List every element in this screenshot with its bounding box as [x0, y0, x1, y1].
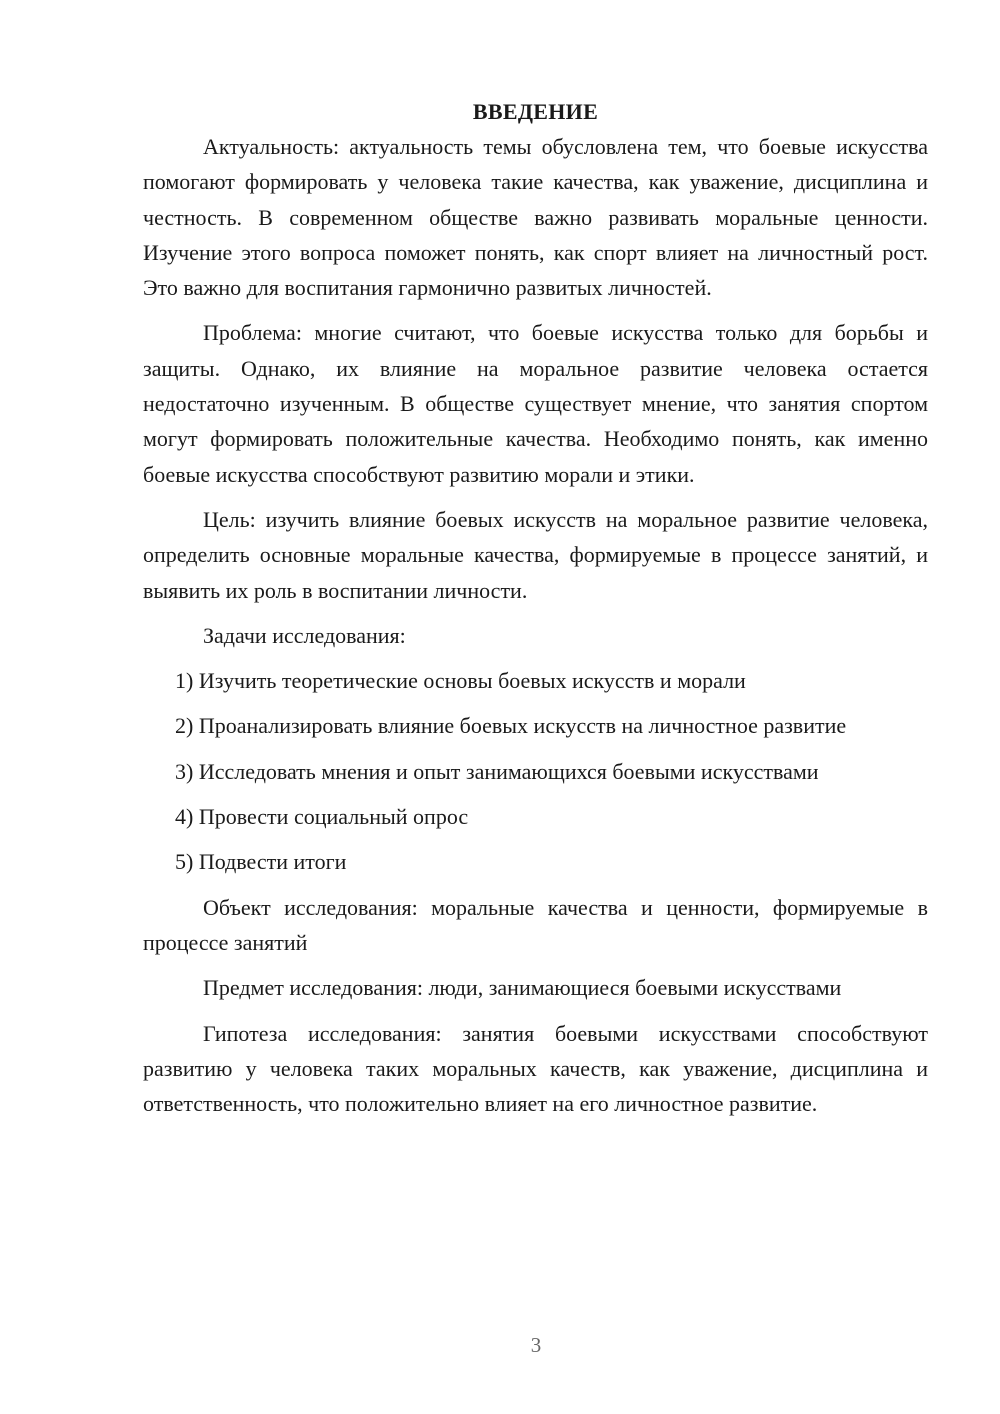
page-number: 3 [530, 1333, 542, 1357]
task-item: 1) Изучить теоретические основы боевых искусств и морали [175, 668, 746, 694]
task-item: 2) Проанализировать влияние боевых искусств на личностное развитие [175, 713, 847, 739]
goal-paragraph: Цель: изучить влияние боевых искусств на моральное развитие человека, определить основные моральные качества, формируемые в процессе занятий, и выявить их роль в воспитании личности. [143, 506, 928, 603]
tasks-heading: Задачи исследования: [203, 622, 406, 648]
object-paragraph: Объект исследования: моральные качества и ценности, формируемые в процессе занятий [143, 894, 928, 955]
task-item: 5) Подвести итоги [175, 849, 347, 875]
task-item: 3) Исследовать мнения и опыт занимающихся боевыми искусствами [175, 758, 819, 784]
subject-paragraph: Предмет исследования: люди, занимающиеся боевыми искусствами [203, 975, 842, 1001]
relevance-paragraph: Актуальность: актуальность темы обусловлена тем, что боевые искусства помогают формировать у человека такие качества, как уважение, дисциплина и честность. В современном обществе важно развивать моральные ценности. Изучение этого вопроса поможет понять, как спорт влияет на личностный рост. Это важно для воспитания гармонично развитых личностей. [143, 134, 928, 301]
task-item: 4) Провести социальный опрос [175, 804, 469, 830]
problem-paragraph: Проблема: многие считают, что боевые искусства только для борьбы и защиты. Однако, их влияние на моральное развитие человека остается недостаточно изученным. В обществе существует мнение, что занятия спортом могут формировать положительные качества. Необходимо понять, как именно боевые искусства способствуют развитию морали и этики. [143, 320, 928, 487]
hypothesis-paragraph: Гипотеза исследования: занятия боевыми искусствами способствуют развитию у человека таких моральных качеств, как уважение, дисциплина и ответственность, что положительно влияет на его личностное развитие. [143, 1020, 928, 1117]
page-content [143, 94, 928, 1131]
section-title: ВВЕДЕНИЕ [472, 99, 599, 124]
